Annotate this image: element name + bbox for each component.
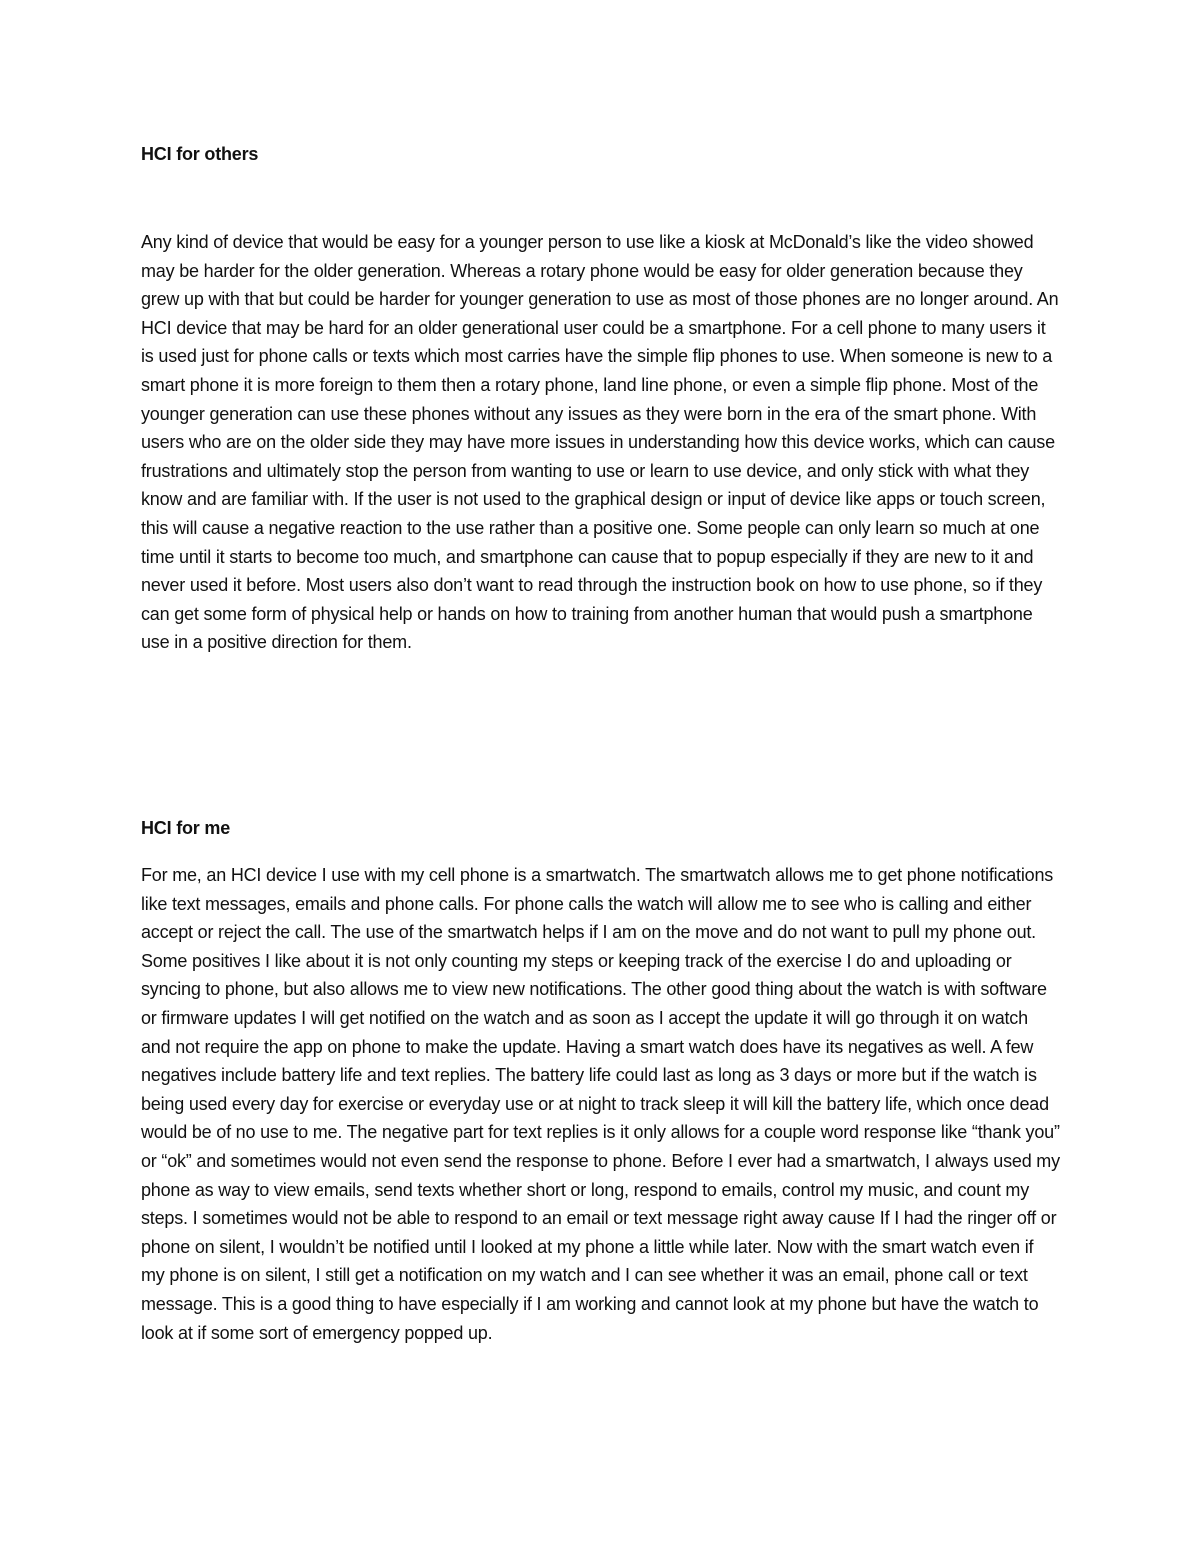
section-title-hci-for-me: HCI for me — [141, 818, 231, 838]
section-title-hci-for-others: HCI for others — [141, 144, 259, 164]
section-body-hci-for-others: Any kind of device that would be easy for a younger person to use like a kiosk at McDonald’s like the video showed may be harder for the older generation. Whereas a rotary phone would be easy for older generation because they grew up with that but could be harder for younger generation to use as most of those phones are no longer around. An HCI device that may be hard for an older generational user could be a smartphone. For a cell phone to many users it is used just for phone calls or texts which most carries have the simple flip phones to use. When someone is new to a smart phone it is more foreign to them then a rotary phone, land line phone, or even a simple flip phone. Most of the younger generation can use these phones without any issues as they were born in the era of the smart phone. With users who are on the older side they may have more issues in understanding how this device works, which can cause frustrations and ultimately stop the person from wanting to use or learn to use device, and only stick with what they know and are familiar with. If the user is not used to the graphical design or input of device like apps or touch screen, this will cause a negative reaction to the use rather than a positive one. Some people can only learn so much at one time until it starts to become too much, and smartphone can cause that to popup especially if they are new to it and never used it before. Most users also don’t want to read through the instruction book on how to use phone, so if they can get some form of physical help or hands on how to training from another human that would push a smartphone use in a positive direction for them. — [141, 232, 1059, 653]
section-body-hci-for-me: For me, an HCI device I use with my cell phone is a smartwatch. The smartwatch allows me to get phone notifications like text messages, emails and phone calls. For phone calls the watch will allow me to see who is calling and either accept or reject the call. The use of the smartwatch helps if I am on the move and do not want to pull my phone out. Some positives I like about it is not only counting my steps or keeping track of the exercise I do and uploading or syncing to phone, but also allows me to view new notifications. The other good thing about the watch is with software or firmware updates I will get notified on the watch and as soon as I accept the update it will go through it on watch and not require the app on phone to make the update. Having a smart watch does have its negatives as well. A few negatives include battery life and text replies. The battery life could last as long as 3 days or more but if the watch is being used every day for exercise or everyday use or at night to track sleep it will kill the battery life, which once dead would be of no use to me. The negative part for text replies is it only allows for a couple word response like “thank you” or “ok” and sometimes would not even send the response to phone. Before I ever had a smartwatch, I always used my phone as way to view emails, send texts whether short or long, respond to emails, control my music, and count my steps. I sometimes would not be able to respond to an email or text message right away cause If I had the ringer off or phone on silent, I wouldn’t be notified until I looked at my phone a little while later. Now with the smart watch even if my phone is on silent, I still get a notification on my watch and I can see whether it was an email, phone call or text message. This is a good thing to have especially if I am working and cannot look at my phone but have the watch to look at if some sort of emergency popped up. — [141, 865, 1060, 1343]
